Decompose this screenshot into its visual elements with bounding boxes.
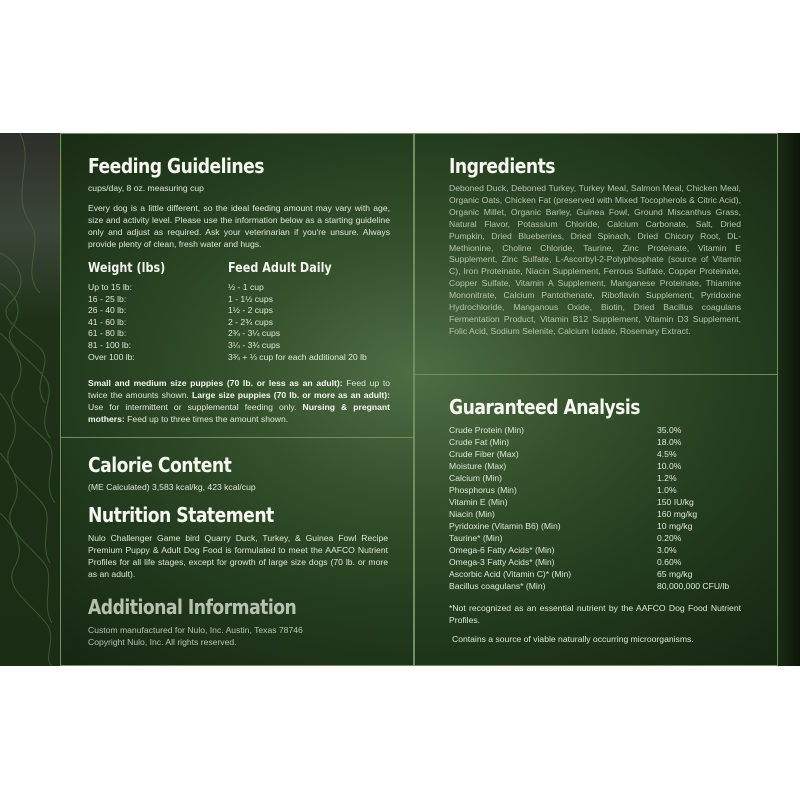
amount-cell: 2 - 2¾ cups <box>228 316 273 327</box>
analysis-name: Ascorbic Acid (Vitamin C)* (Min) <box>449 569 572 579</box>
analysis-value: 3.0% <box>657 545 677 555</box>
analysis-name: Crude Fiber (Max) <box>449 449 519 459</box>
calorie-text: (ME Calculated) 3,583 kcal/kg, 423 kcal/cup <box>88 482 256 492</box>
weight-cell: Up to 15 lb: <box>88 282 132 292</box>
puppy-small-label: Small and medium size puppies (70 lb. or less as an adult): <box>88 378 343 388</box>
puppy-large-text: Use for intermittent or supplemental feeding only. <box>88 402 303 412</box>
analysis-name: Crude Fat (Min) <box>449 437 510 447</box>
nursing-label: Nursing & pregnant mothers: <box>88 402 390 424</box>
weight-column-header: Weight (lbs) <box>88 261 166 276</box>
analysis-value: 160 mg/kg <box>657 509 698 519</box>
analysis-names <box>449 424 571 592</box>
amount-cell: 2¾ - 3¼ cups <box>228 328 281 339</box>
left-pattern-edge <box>0 133 62 666</box>
feeding-intro: Every dog is a little different, so the ideal feeding amount may vary with age, size and activity level. Please use the information below as a starting guideline only and adjust as required. Ask your veterinarian if you're unsure. Always provide plenty of clean, fresh water and hugs. <box>88 203 390 249</box>
calorie-content-title: Calorie Content <box>88 453 232 477</box>
amount-cell: 1 - 1½ cups <box>228 293 273 304</box>
analysis-name: Crude Protein (Min) <box>449 425 524 435</box>
weight-cell: 81 - 100 lb: <box>88 339 131 350</box>
analysis-value: 10 mg/kg <box>657 521 693 531</box>
analysis-values <box>657 424 729 592</box>
weight-cell: 16 - 25 lb: <box>88 293 127 304</box>
nutrition-text: Nulo Challenger Game bird Quarry Duck, Turkey, & Guinea Fowl Recipe Premium Puppy & Adult Dog Food is formulated to meet the AAFCO Nutrient Profiles for all life stages, except for growth of large size dogs (70 lb. or more as an adult). <box>88 533 388 579</box>
weight-cell: Over 100 lb: <box>88 351 135 362</box>
nutrition-statement-title: Nutrition Statement <box>88 503 274 527</box>
analysis-name: Phosphorus (Min) <box>449 485 517 495</box>
amount-column <box>228 282 367 363</box>
analysis-value: 18.0% <box>657 437 682 447</box>
ingredients-panel <box>414 133 778 375</box>
analysis-name: Calcium (Min) <box>449 473 502 483</box>
label-panel <box>0 133 800 666</box>
ingredients-title: Ingredients <box>449 154 556 178</box>
amount-cell: 3¼ - 3¾ cups <box>228 339 281 350</box>
analysis-name: Niacin (Min) <box>449 509 495 519</box>
puppy-large-label: Large size puppies (70 lb. or more as an adult): <box>191 390 390 400</box>
analysis-footnote: *Not recognized as an essential nutrient by the AAFCO Dog Food Nutrient Profiles. <box>449 603 741 625</box>
feeding-subtitle: cups/day, 8 oz. measuring cup <box>88 183 204 193</box>
analysis-value: 35.0% <box>657 425 682 435</box>
weight-cell: 41 - 60 lb: <box>88 316 127 327</box>
feed-column-header: Feed Adult Daily <box>228 261 332 276</box>
additional-line-2: Copyright Nulo, Inc. All rights reserved. <box>88 637 237 647</box>
nursing-text: Feed up to three times the amount shown. <box>124 414 289 424</box>
additional-info-title: Additional Information <box>88 595 297 619</box>
analysis-name: Omega-3 Fatty Acids* (Min) <box>449 557 555 567</box>
guaranteed-analysis-panel <box>414 374 778 666</box>
analysis-value: 1.2% <box>657 473 677 483</box>
analysis-value: 4.5% <box>657 449 677 459</box>
puppy-small-text: Feed up to twice the amounts shown. <box>88 378 390 400</box>
analysis-value: 150 IU/kg <box>657 497 694 507</box>
weight-cell: 26 - 40 lb: <box>88 305 127 316</box>
analysis-value: 65 mg/kg <box>657 569 693 579</box>
analysis-name: Bacillus coagulans* (Min) <box>449 581 546 591</box>
topographic-pattern <box>0 133 62 666</box>
feeding-guidelines-title: Feeding Guidelines <box>88 154 265 178</box>
analysis-value: 0.20% <box>657 533 682 543</box>
analysis-value: 10.0% <box>657 461 682 471</box>
feeding-guidelines-panel <box>60 133 414 438</box>
amount-cell: 1½ - 2 cups <box>228 305 273 316</box>
analysis-name: Taurine* (Min) <box>449 533 503 543</box>
puppy-guidance <box>88 377 390 425</box>
analysis-name: Moisture (Max) <box>449 461 507 471</box>
probiotic-note: Contains a source of viable naturally occurring microorganisms. <box>452 634 694 644</box>
analysis-name: Omega-6 Fatty Acids* (Min) <box>449 545 555 555</box>
analysis-name: Pyridoxine (Vitamin B6) (Min) <box>449 521 561 531</box>
ingredients-text: Deboned Duck, Deboned Turkey, Turkey Meal, Salmon Meal, Chicken Meal, Organic Oats, Chicken Fat (preserved with Mixed Tocopherols & Citric Acid), Organic Millet, Organic Barley, Guinea Fowl, Ground Miscanthus Grass, Natural Flavor, Potassium Chloride, Calcium Carbonate, Salt, Dried Pumpkin, Dried Blueberries, Dried Spinach, Dried Chicory Root, DL-Methionine, Choline Chloride, Taurine, Zinc Proteinate, Vitamin E Supplement, Zinc Sulfate, L-Ascorbyl-2-Polyphosphate (source of Vitamin C), Iron Proteinate, Niacin Supplement, Ferrous Sulfate, Copper Proteinate, Copper Sulfate, Vitamin A Supplement, Manganese Proteinate, Thiamine Mononitrate, Calcium Pantothenate, Riboflavin Supplement, Pyridoxine Hydrochloride, Manganous Oxide, Biotin, Dried Bacillus coagulans Fermentation Product, Vitamin B12 Supplement, Vitamin D3 Supplement, Folic Acid, Sodium Selenite, Calcium Iodate, Rosemary Extract. <box>449 183 741 336</box>
analysis-value: 80,000,000 CFU/lb <box>657 581 730 591</box>
analysis-name: Vitamin E (Min) <box>449 497 508 507</box>
additional-line-1: Custom manufactured for Nulo, Inc. Austin, Texas 78746 <box>88 625 303 635</box>
weight-column <box>88 282 135 363</box>
right-dark-edge <box>778 133 800 666</box>
amount-cell: ½ - 1 cup <box>228 282 264 292</box>
analysis-value: 0.60% <box>657 557 682 567</box>
weight-cell: 61 - 80 lb: <box>88 328 127 339</box>
amount-cell: 3¾ + ⅓ cup for each additional 20 lb <box>228 351 367 362</box>
guaranteed-analysis-title: Guaranteed Analysis <box>449 395 641 419</box>
analysis-value: 1.0% <box>657 485 677 495</box>
calorie-nutrition-panel <box>60 437 414 666</box>
